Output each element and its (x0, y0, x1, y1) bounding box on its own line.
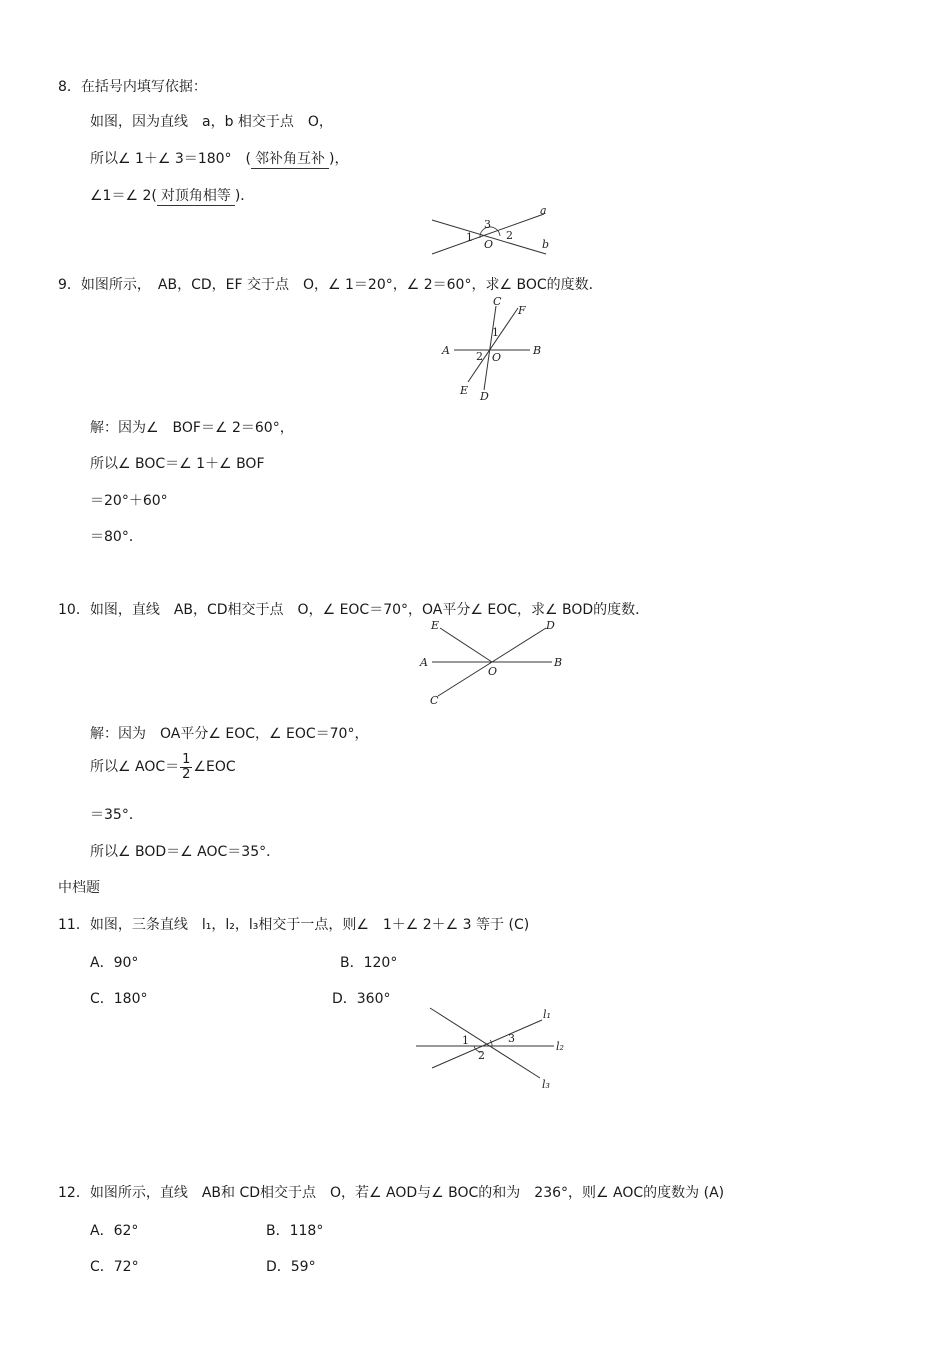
q8-label-b: b (542, 238, 550, 251)
q9-solution-1: 解：因为∠ BOF＝∠ 2＝60°， (90, 420, 294, 436)
q10-label-o: O (488, 665, 498, 678)
q8-answer-2: 对顶角相等 (157, 187, 235, 206)
q9-title: 9．如图所示， AB，CD，EF 交于点 O，∠ 1＝20°，∠ 2＝60°，求∠ BOC的度数． (58, 277, 603, 293)
q10-fraction: $\frac{1}{2}$ (182, 751, 191, 782)
q8-line2: 所以∠ 1＋∠ 3＝180° ( 邻补角互补 )， (90, 151, 349, 167)
q9-solution-4: ＝80°． (90, 529, 143, 545)
q8-figure (428, 202, 558, 260)
q8-angle-1: 1 (466, 231, 473, 244)
q8-line1: 如图，因为直线 a，b 相交于点 O， (90, 114, 333, 130)
q9-label-c: C (493, 295, 502, 308)
q10-solution-2: 所以∠ AOC＝ $\frac{1}{2}$ ∠EOC (90, 751, 236, 782)
q10-label-c: C (430, 694, 439, 707)
q9-label-d: D (480, 390, 489, 403)
q8-angle-2: 2 (506, 229, 513, 242)
section-heading: 中档题 (58, 880, 100, 896)
q12-option-c: C．72° (90, 1259, 139, 1275)
q8-label-a: a (540, 204, 547, 217)
q11-label-l1: l₁ (543, 1008, 551, 1021)
q9-angle-1: 1 (492, 326, 499, 339)
q10-solution-4: 所以∠ BOD＝∠ AOC＝35°． (90, 844, 281, 860)
q11-angle-2: 2 (478, 1049, 485, 1062)
q8-title: 8．在括号内填写依据： (58, 79, 207, 95)
q10-label-d: D (546, 619, 555, 632)
q10-figure (418, 616, 568, 710)
q10-label-e: E (431, 619, 440, 632)
q11-angle-1: 1 (462, 1034, 469, 1047)
q12-option-a: A．62° (90, 1223, 139, 1239)
q9-figure (438, 294, 548, 404)
q10-title: 10．如图，直线 AB，CD相交于点 O，∠ EOC＝70°，OA平分∠ EOC，求∠ BOD的度数． (58, 602, 650, 618)
q11-label-l2: l₂ (556, 1040, 564, 1053)
q8-answer-1: 邻补角互补 (251, 150, 329, 169)
q9-label-e: E (460, 384, 469, 397)
q9-solution-2: 所以∠ BOC＝∠ 1＋∠ BOF (90, 456, 265, 472)
q9-angle-2: 2 (476, 350, 483, 363)
q12-option-d: D．59° (266, 1259, 316, 1275)
q11-title: 11．如图，三条直线 l₁，l₂，l₃相交于一点，则∠ 1＋∠ 2＋∠ 3 等于 (C) (58, 917, 530, 933)
q11-option-c: C．180° (90, 991, 148, 1007)
q11-option-d: D．360° (332, 991, 391, 1007)
q8-angle-3: 3 (484, 218, 491, 231)
q11-label-l3: l₃ (542, 1078, 550, 1091)
q11-angle-3: 3 (508, 1032, 515, 1045)
q12-title: 12．如图所示，直线 AB和 CD相交于点 O，若∠ AOD与∠ BOC的和为 236°，则∠ AOC的度数为 (A) (58, 1185, 725, 1201)
q8-label-o: O (484, 238, 494, 251)
q10-label-a: A (420, 656, 428, 669)
q8-line3: ∠1＝∠ 2( 对顶角相等 )． (90, 188, 255, 204)
q11-figure (412, 1004, 572, 1094)
q10-label-b: B (554, 656, 563, 669)
q11-option-a: A．90° (90, 955, 139, 971)
q10-solution-1: 解：因为 OA平分∠ EOC，∠ EOC＝70°， (90, 726, 369, 742)
q11-option-b: B．120° (340, 955, 398, 971)
q12-option-b: B．118° (266, 1223, 324, 1239)
q9-label-o: O (492, 351, 502, 364)
q10-solution-3: ＝35°． (90, 807, 143, 823)
q9-label-a: A (442, 344, 450, 357)
q9-label-f: F (518, 304, 526, 317)
q9-solution-3: ＝20°＋60° (90, 493, 168, 509)
q9-label-b: B (533, 344, 542, 357)
